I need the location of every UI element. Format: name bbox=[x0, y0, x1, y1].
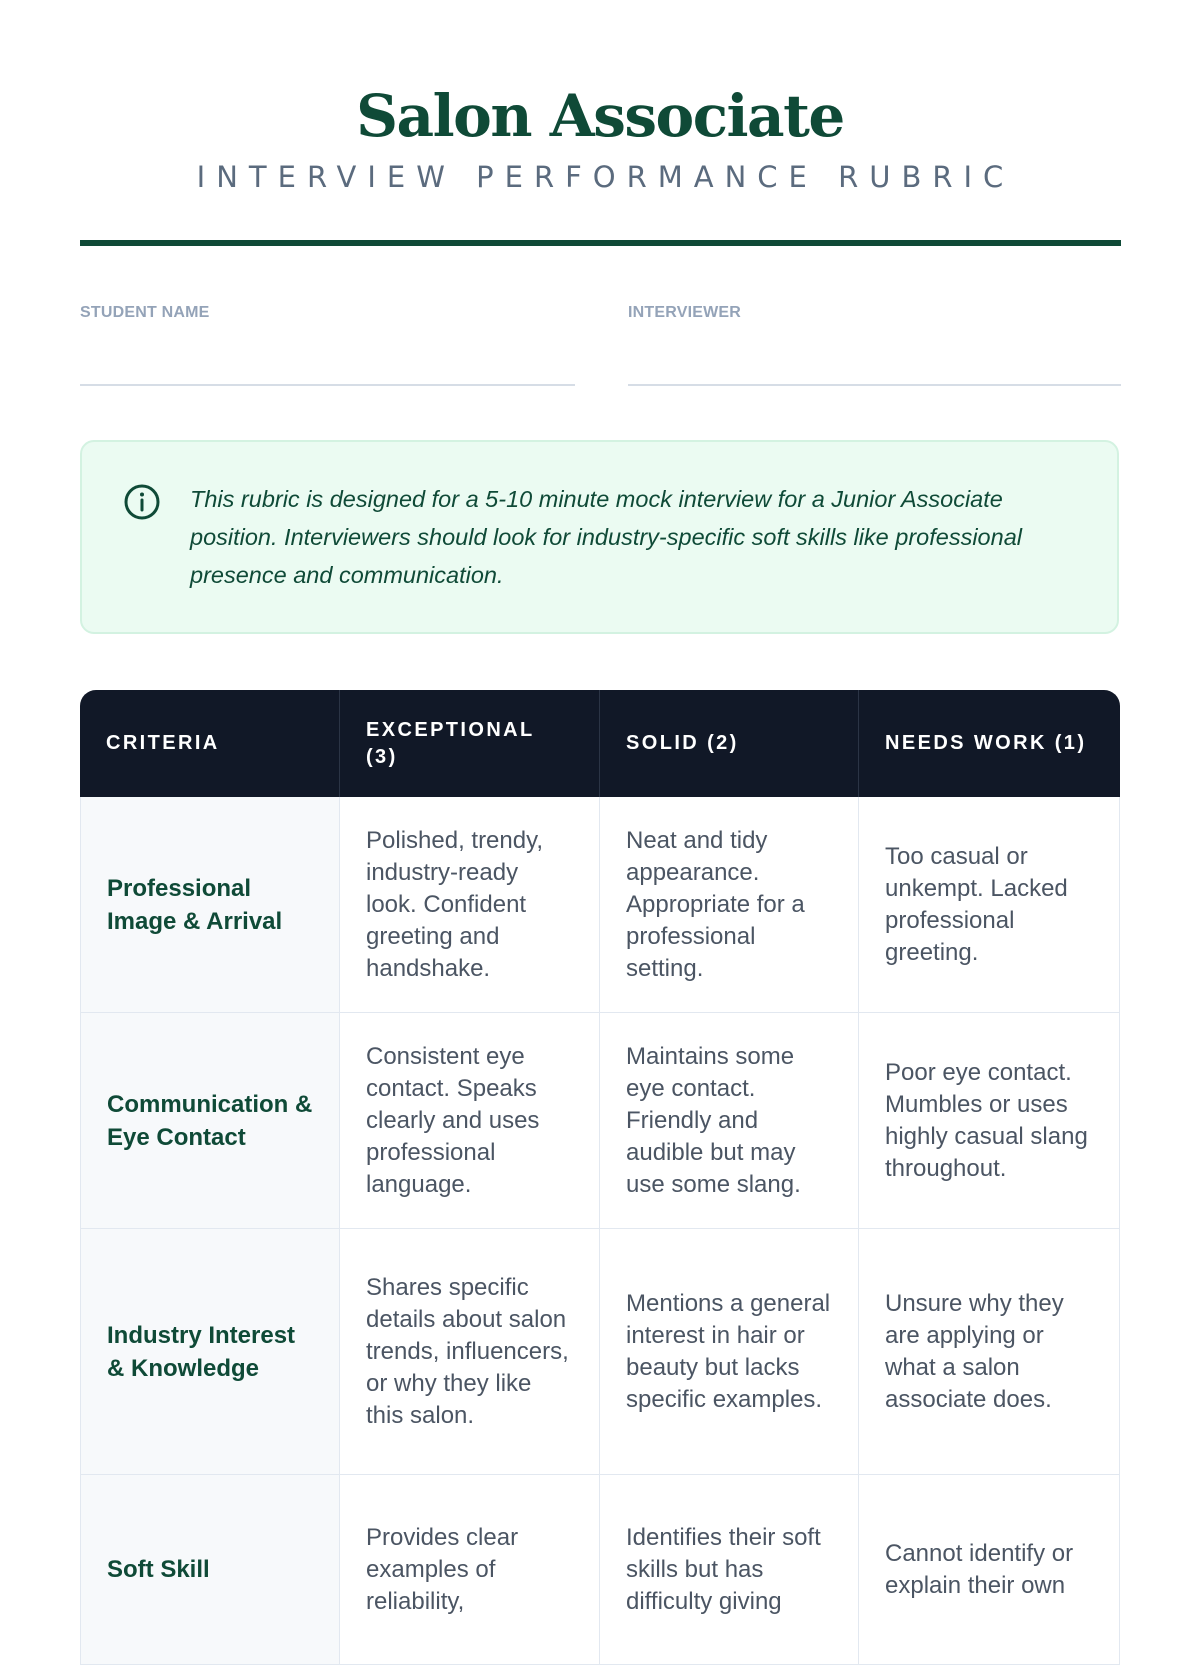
info-icon bbox=[124, 484, 160, 520]
table-row bbox=[80, 1013, 1120, 1229]
header-solid: SOLID (2) bbox=[600, 690, 859, 797]
exceptional-cell: Shares specific details about salon trends, influencers, or why they like this salon. bbox=[340, 1229, 600, 1475]
exceptional-cell: Consistent eye contact. Speaks clearly and uses professional language. bbox=[340, 1013, 600, 1229]
needs-work-cell: Unsure why they are applying or what a salon associate does. bbox=[859, 1229, 1120, 1475]
table-header-row bbox=[80, 690, 1120, 797]
criteria-cell: Communication & Eye Contact bbox=[80, 1013, 340, 1229]
instructions-text: This rubric is designed for a 5-10 minute mock interview for a Junior Associate position. Interviewers should look for industry-specific soft skills like professional presence and communication. bbox=[190, 486, 1022, 588]
instructions-note bbox=[80, 440, 1119, 634]
page-subtitle: INTERVIEW PERFORMANCE RUBRIC bbox=[196, 160, 1015, 194]
criteria-cell: Industry Interest & Knowledge bbox=[80, 1229, 340, 1475]
solid-cell: Maintains some eye contact. Friendly and audible but may use some slang. bbox=[600, 1013, 859, 1229]
exceptional-cell: Polished, trendy, industry-ready look. Confident greeting and handshake. bbox=[340, 797, 600, 1013]
header-needs-work: NEEDS WORK (1) bbox=[859, 690, 1120, 797]
student-name-field[interactable] bbox=[80, 384, 575, 386]
needs-work-cell: Poor eye contact. Mumbles or uses highly casual slang throughout. bbox=[859, 1013, 1120, 1229]
page-title: Salon Associate bbox=[356, 82, 844, 150]
solid-cell: Mentions a general interest in hair or beauty but lacks specific examples. bbox=[600, 1229, 859, 1475]
header-exceptional: EXCEPTIONAL (3) bbox=[340, 690, 600, 797]
criteria-cell: Professional Image & Arrival bbox=[80, 797, 340, 1013]
student-name-label: STUDENT NAME bbox=[80, 304, 210, 321]
exceptional-cell: Provides clear examples of reliability, bbox=[340, 1475, 600, 1665]
solid-cell: Identifies their soft skills but has difficulty giving bbox=[600, 1475, 859, 1665]
table-row bbox=[80, 1475, 1120, 1665]
table-row bbox=[80, 1229, 1120, 1475]
solid-cell: Neat and tidy appearance. Appropriate for a professional setting. bbox=[600, 797, 859, 1013]
interviewer-field[interactable] bbox=[628, 384, 1121, 386]
header-criteria: CRITERIA bbox=[80, 690, 340, 797]
table-row bbox=[80, 797, 1120, 1013]
title-divider bbox=[80, 240, 1121, 246]
needs-work-cell: Cannot identify or explain their own bbox=[859, 1475, 1120, 1665]
criteria-cell: Soft Skill bbox=[80, 1475, 340, 1665]
interviewer-label: INTERVIEWER bbox=[628, 304, 742, 321]
needs-work-cell: Too casual or unkempt. Lacked professional greeting. bbox=[859, 797, 1120, 1013]
rubric-table bbox=[80, 690, 1120, 1665]
